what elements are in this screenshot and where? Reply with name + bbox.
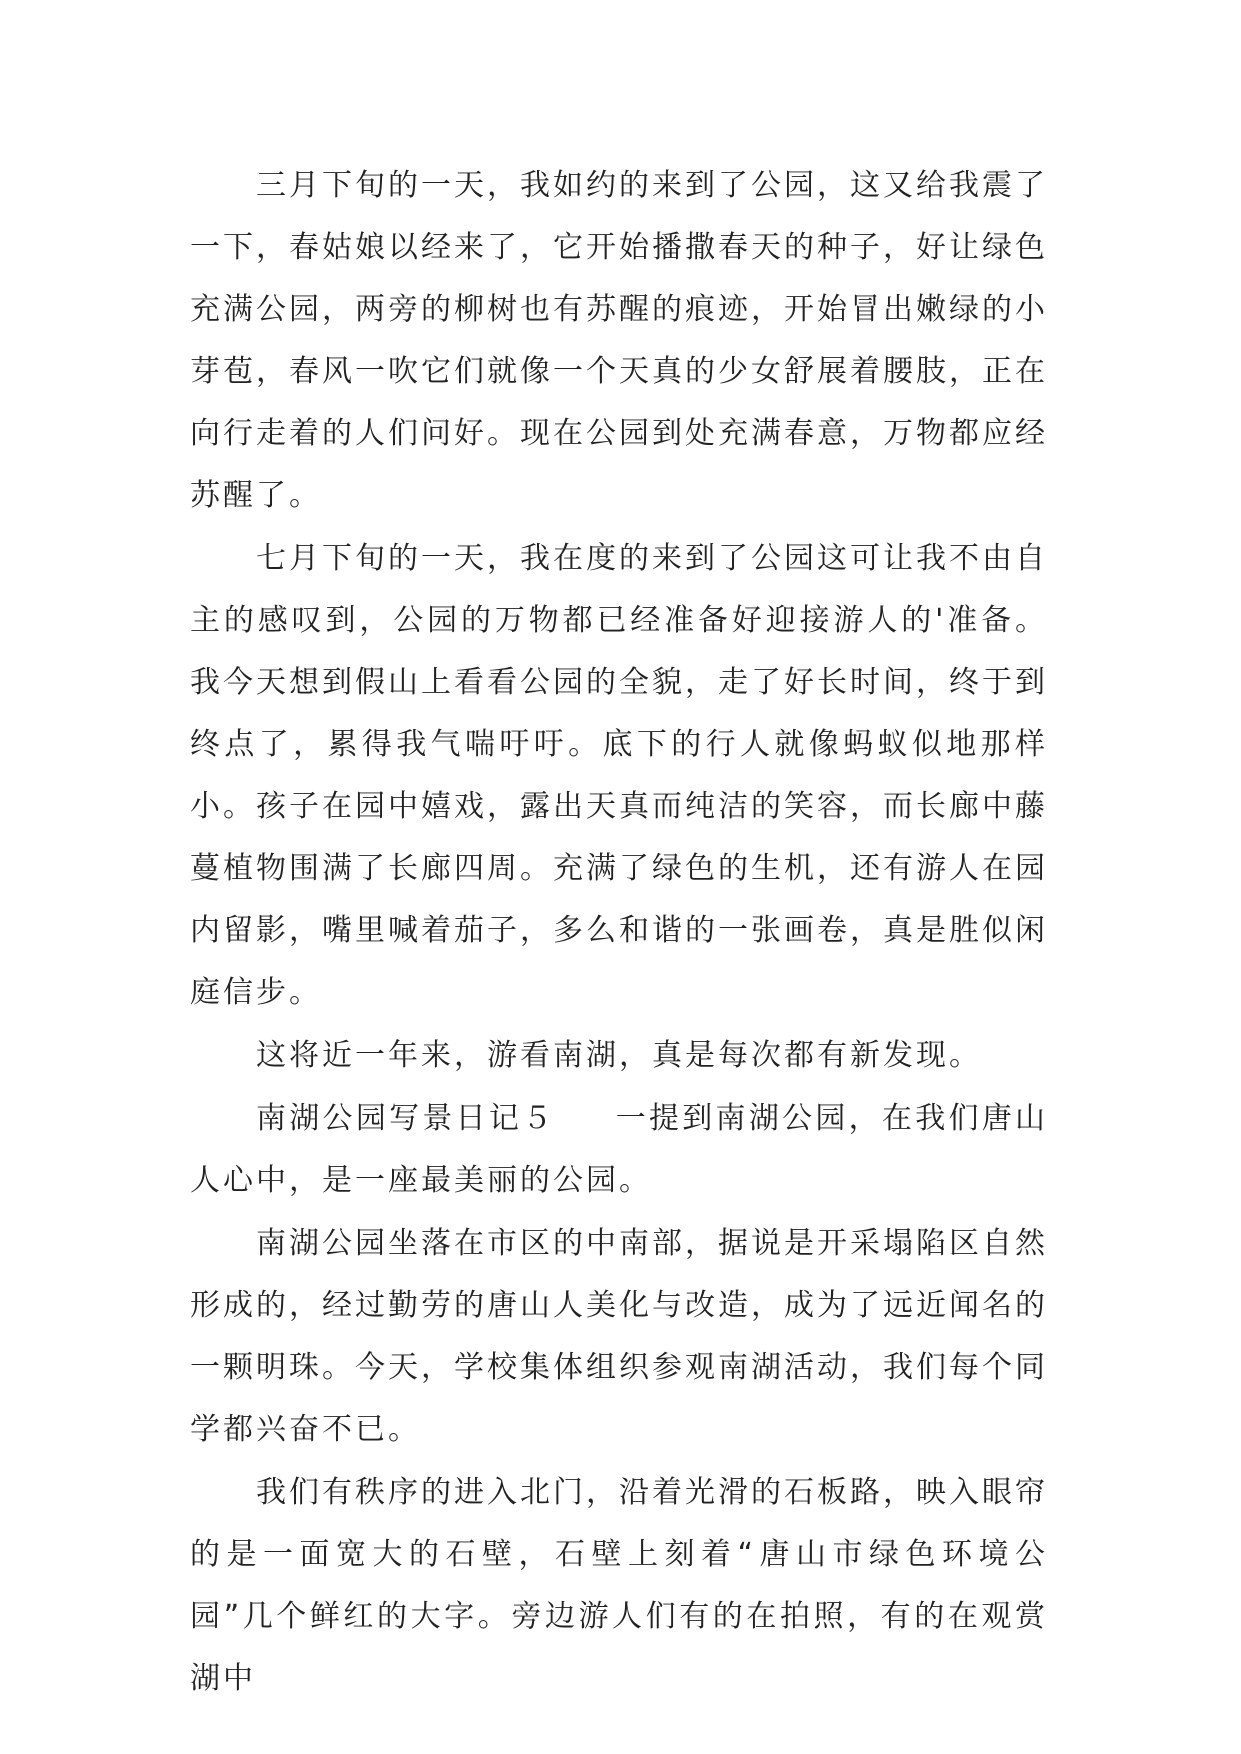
paragraph-north-gate: 我们有秩序的进入北门，沿着光滑的石板路，映入眼帘的是一面宽大的石壁，石壁上刻着“唐山市绿色环境公园”几个鲜红的大字。旁边游人们有的在拍照，有的在观赏湖中 bbox=[190, 1475, 1048, 1696]
paragraph-year-summary: 这将近一年来，游看南湖，真是每次都有新发现。 bbox=[256, 1038, 982, 1073]
paragraph-july: 七月下旬的一天，我在度的来到了公园这可让我不由自主的感叹到，公园的万物都已经准备好迎接游人的'准备。我今天想到假山上看看公园的全貌，走了好长时间，终于到终点了，累得我气喘吁吁。底下的行人就像蚂蚁似地那样小。孩子在园中嬉戏，露出天真而纯洁的笑容，而长廊中藤蔓植物围满了长廊四周。充满了绿色的生机，还有游人在园内留影，嘴里喊着茄子，多么和谐的一张画卷，真是胜似闲庭信步。 bbox=[190, 541, 1048, 1010]
section-lead: 一提到南湖公园，在我们唐山人心中，是一座最美丽的公园。 bbox=[190, 1101, 1049, 1198]
section-heading: 南湖公园写景日记５ bbox=[256, 1101, 556, 1136]
paragraph-march: 三月下旬的一天，我如约的来到了公园，这又给我震了一下，春姑娘以经来了，它开始播撒春天的种子，好让绿色充满公园，两旁的柳树也有苏醒的痕迹，开始冒出嫩绿的小芽苞，春风一吹它们就像一个天真的少女舒展着腰肢，正在向行走着的人们问好。现在公园到处充满春意，万物都应经苏醒了。 bbox=[190, 168, 1048, 513]
document-body bbox=[190, 155, 1048, 1711]
paragraph-location: 南湖公园坐落在市区的中南部，据说是开采塌陷区自然形成的，经过勤劳的唐山人美化与改造，成为了远近闻名的一颗明珠。今天，学校集体组织参观南湖活动，我们每个同学都兴奋不已。 bbox=[190, 1226, 1048, 1447]
paragraph-section-start bbox=[190, 1088, 1048, 1212]
